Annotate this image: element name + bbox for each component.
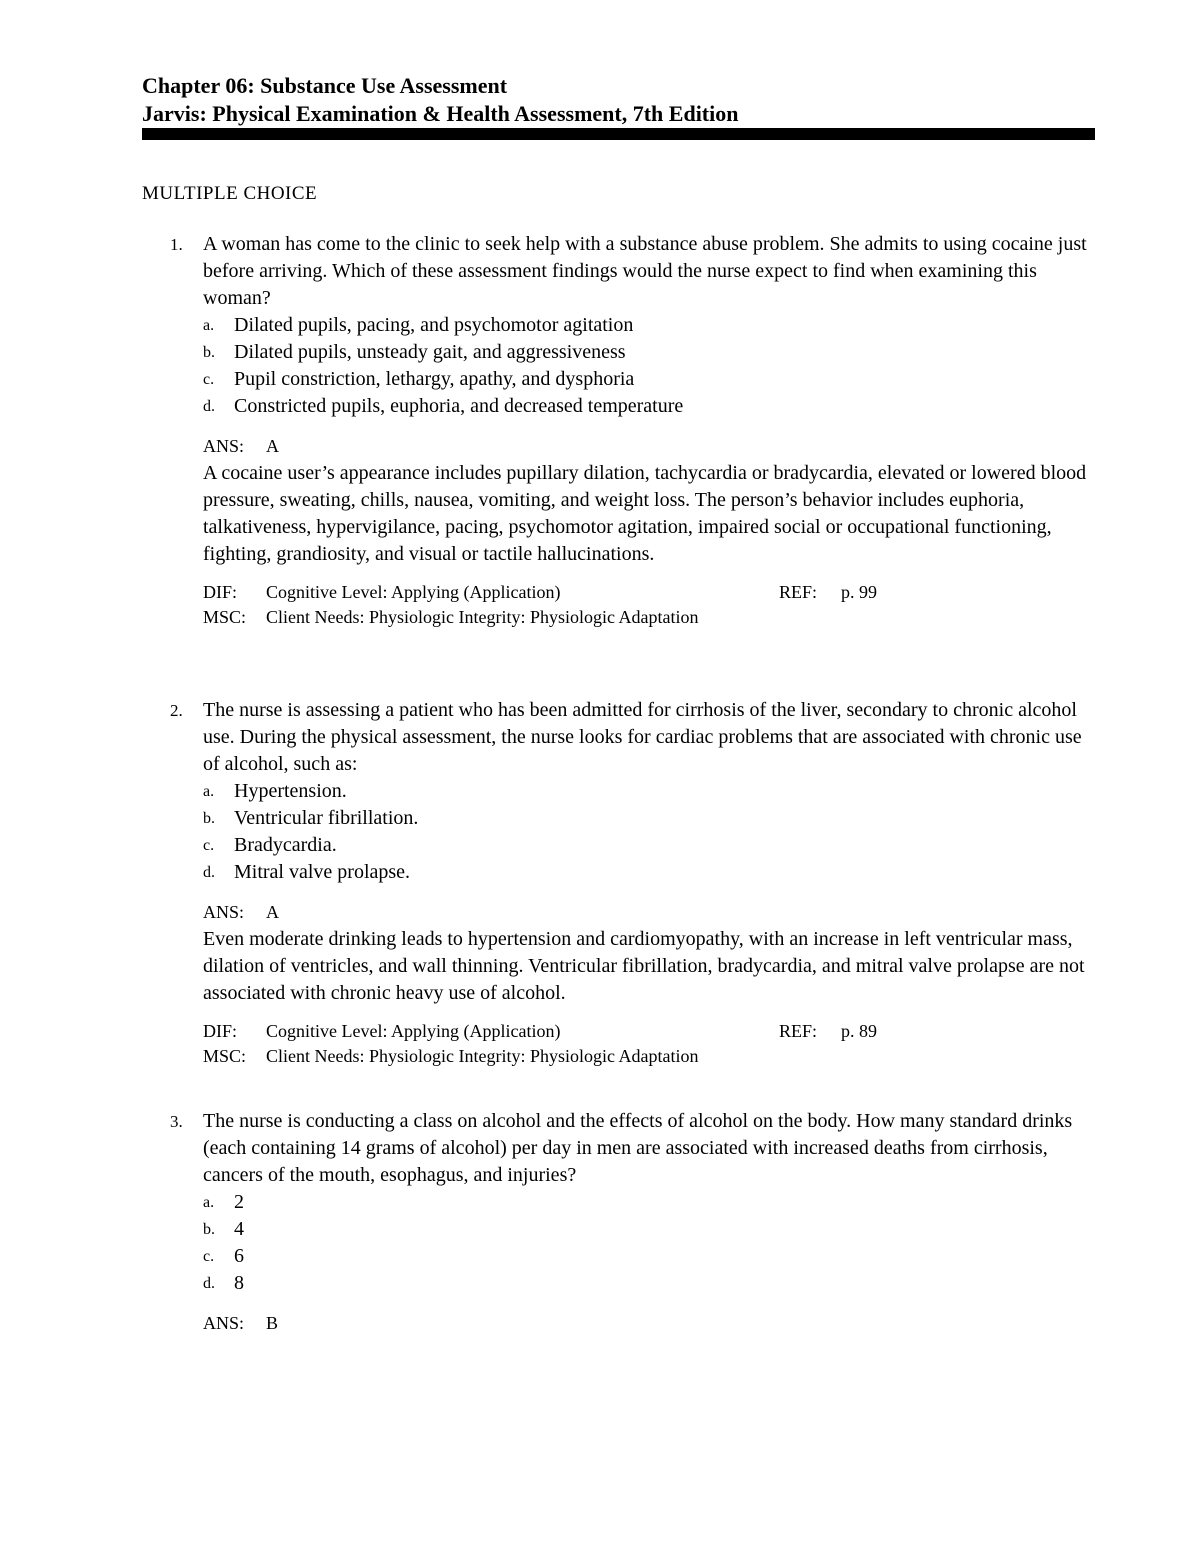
question-2 xyxy=(142,697,1102,1069)
choice-c xyxy=(203,366,1102,393)
choice-letter: a. xyxy=(203,783,215,800)
choice-letter: c. xyxy=(203,371,215,388)
choice-text: Constricted pupils, euphoria, and decreased temperature xyxy=(234,395,684,417)
chapter-title: Chapter 06: Substance Use Assessment xyxy=(142,73,508,98)
choice-text: 2 xyxy=(234,1191,244,1213)
msc-label: MSC: xyxy=(203,1046,247,1066)
dif-row xyxy=(203,1019,1102,1044)
book-title: Jarvis: Physical Examination & Health Assessment, 7th Edition xyxy=(142,101,739,126)
choice-letter: c. xyxy=(203,1248,215,1265)
choice-text: Ventricular fibrillation. xyxy=(234,807,419,829)
question-text: A woman has come to the clinic to seek help with a substance abuse problem. She admits to using cocaine just before arriving. Which of these assessment findings would the nurse expect to find when examining this woman? xyxy=(203,233,1087,309)
question-block xyxy=(142,231,1102,630)
answer-label: ANS: xyxy=(203,1313,245,1333)
ref-value: p. 99 xyxy=(841,582,877,602)
choice-list xyxy=(203,1189,1102,1297)
ref-label: REF: xyxy=(779,1021,818,1041)
ref-label: REF: xyxy=(779,582,818,602)
choice-text: Pupil constriction, lethargy, apathy, and dysphoria xyxy=(234,368,635,390)
choice-b xyxy=(203,339,1102,366)
msc-row xyxy=(203,1044,1102,1069)
choice-c xyxy=(203,832,1102,859)
choice-text: 4 xyxy=(234,1218,244,1240)
choice-b xyxy=(203,1216,1102,1243)
question-number: 3. xyxy=(170,1112,183,1131)
answer-line xyxy=(203,899,1102,926)
choice-text: Hypertension. xyxy=(234,780,347,802)
choice-a xyxy=(203,1189,1102,1216)
msc-value: Client Needs: Physiologic Integrity: Physiologic Adaptation xyxy=(266,1046,699,1066)
question-metadata xyxy=(203,580,1102,630)
ref-value: p. 89 xyxy=(841,1021,877,1041)
question-number: 1. xyxy=(170,235,183,254)
choice-text: Mitral valve prolapse. xyxy=(234,861,411,883)
dif-value: Cognitive Level: Applying (Application) xyxy=(266,582,561,602)
choice-letter: d. xyxy=(203,1275,215,1292)
choice-letter: a. xyxy=(203,317,215,334)
msc-label: MSC: xyxy=(203,607,247,627)
rationale-text: A cocaine user’s appearance includes pupillary dilation, tachycardia or bradycardia, elevated or lowered blood pressure, sweating, chills, nausea, vomiting, and weight loss. The person’s behavior includes euphoria, talkativeness, hypervigilance, pacing, psychomotor agitation, impaired social or occupational functioning, fighting, grandiosity, and visual or tactile hallucinations. xyxy=(203,462,1087,565)
choice-letter: d. xyxy=(203,864,215,881)
question-3 xyxy=(142,1108,1102,1337)
choice-d xyxy=(203,1270,1102,1297)
choice-letter: b. xyxy=(203,1221,215,1238)
choice-a xyxy=(203,312,1102,339)
choice-text: Dilated pupils, pacing, and psychomotor agitation xyxy=(234,314,634,336)
choice-b xyxy=(203,805,1102,832)
section-heading: MULTIPLE CHOICE xyxy=(142,183,318,204)
question-text: The nurse is assessing a patient who has been admitted for cirrhosis of the liver, secondary to chronic alcohol use. During the physical assessment, the nurse looks for cardiac problems that are associated with chronic use of alcohol, such as: xyxy=(203,699,1082,775)
choice-letter: d. xyxy=(203,398,215,415)
document-header xyxy=(142,72,1097,128)
choice-list xyxy=(203,312,1102,420)
dif-row xyxy=(203,580,1102,605)
choice-d xyxy=(203,393,1102,420)
question-text: The nurse is conducting a class on alcohol and the effects of alcohol on the body. How many standard drinks (each containing 14 grams of alcohol) per day in men are associated with increased deaths from cirrhosis, cancers of the mouth, esophagus, and injuries? xyxy=(203,1110,1073,1186)
question-metadata xyxy=(203,1019,1102,1069)
dif-value: Cognitive Level: Applying (Application) xyxy=(266,1021,561,1041)
answer-label: ANS: xyxy=(203,436,245,456)
choice-text: 8 xyxy=(234,1272,244,1294)
rationale-text: Even moderate drinking leads to hypertension and cardiomyopathy, with an increase in left ventricular mass, dilation of ventricles, and wall thinning. Ventricular fibrillation, bradycardia, and mitral valve prolapse are not associated with chronic heavy use of alcohol. xyxy=(203,928,1085,1004)
msc-row xyxy=(203,605,1102,630)
question-number: 2. xyxy=(170,701,183,720)
msc-value: Client Needs: Physiologic Integrity: Physiologic Adaptation xyxy=(266,607,699,627)
choice-text: 6 xyxy=(234,1245,244,1267)
choice-d xyxy=(203,859,1102,886)
choice-text: Dilated pupils, unsteady gait, and aggressiveness xyxy=(234,341,626,363)
dif-label: DIF: xyxy=(203,582,238,602)
choice-letter: a. xyxy=(203,1194,215,1211)
choice-letter: c. xyxy=(203,837,215,854)
question-block xyxy=(142,1108,1102,1337)
answer-value: A xyxy=(266,902,279,922)
answer-value: B xyxy=(266,1313,279,1333)
dif-label: DIF: xyxy=(203,1021,238,1041)
header-rule xyxy=(142,128,1095,140)
question-block xyxy=(142,697,1102,1069)
question-1 xyxy=(142,231,1102,630)
choice-a xyxy=(203,778,1102,805)
choice-letter: b. xyxy=(203,810,215,827)
answer-line xyxy=(203,433,1102,460)
answer-label: ANS: xyxy=(203,902,245,922)
answer-value: A xyxy=(266,436,279,456)
choice-text: Bradycardia. xyxy=(234,834,337,856)
choice-letter: b. xyxy=(203,344,215,361)
answer-line xyxy=(203,1310,1102,1337)
choice-c xyxy=(203,1243,1102,1270)
choice-list xyxy=(203,778,1102,886)
